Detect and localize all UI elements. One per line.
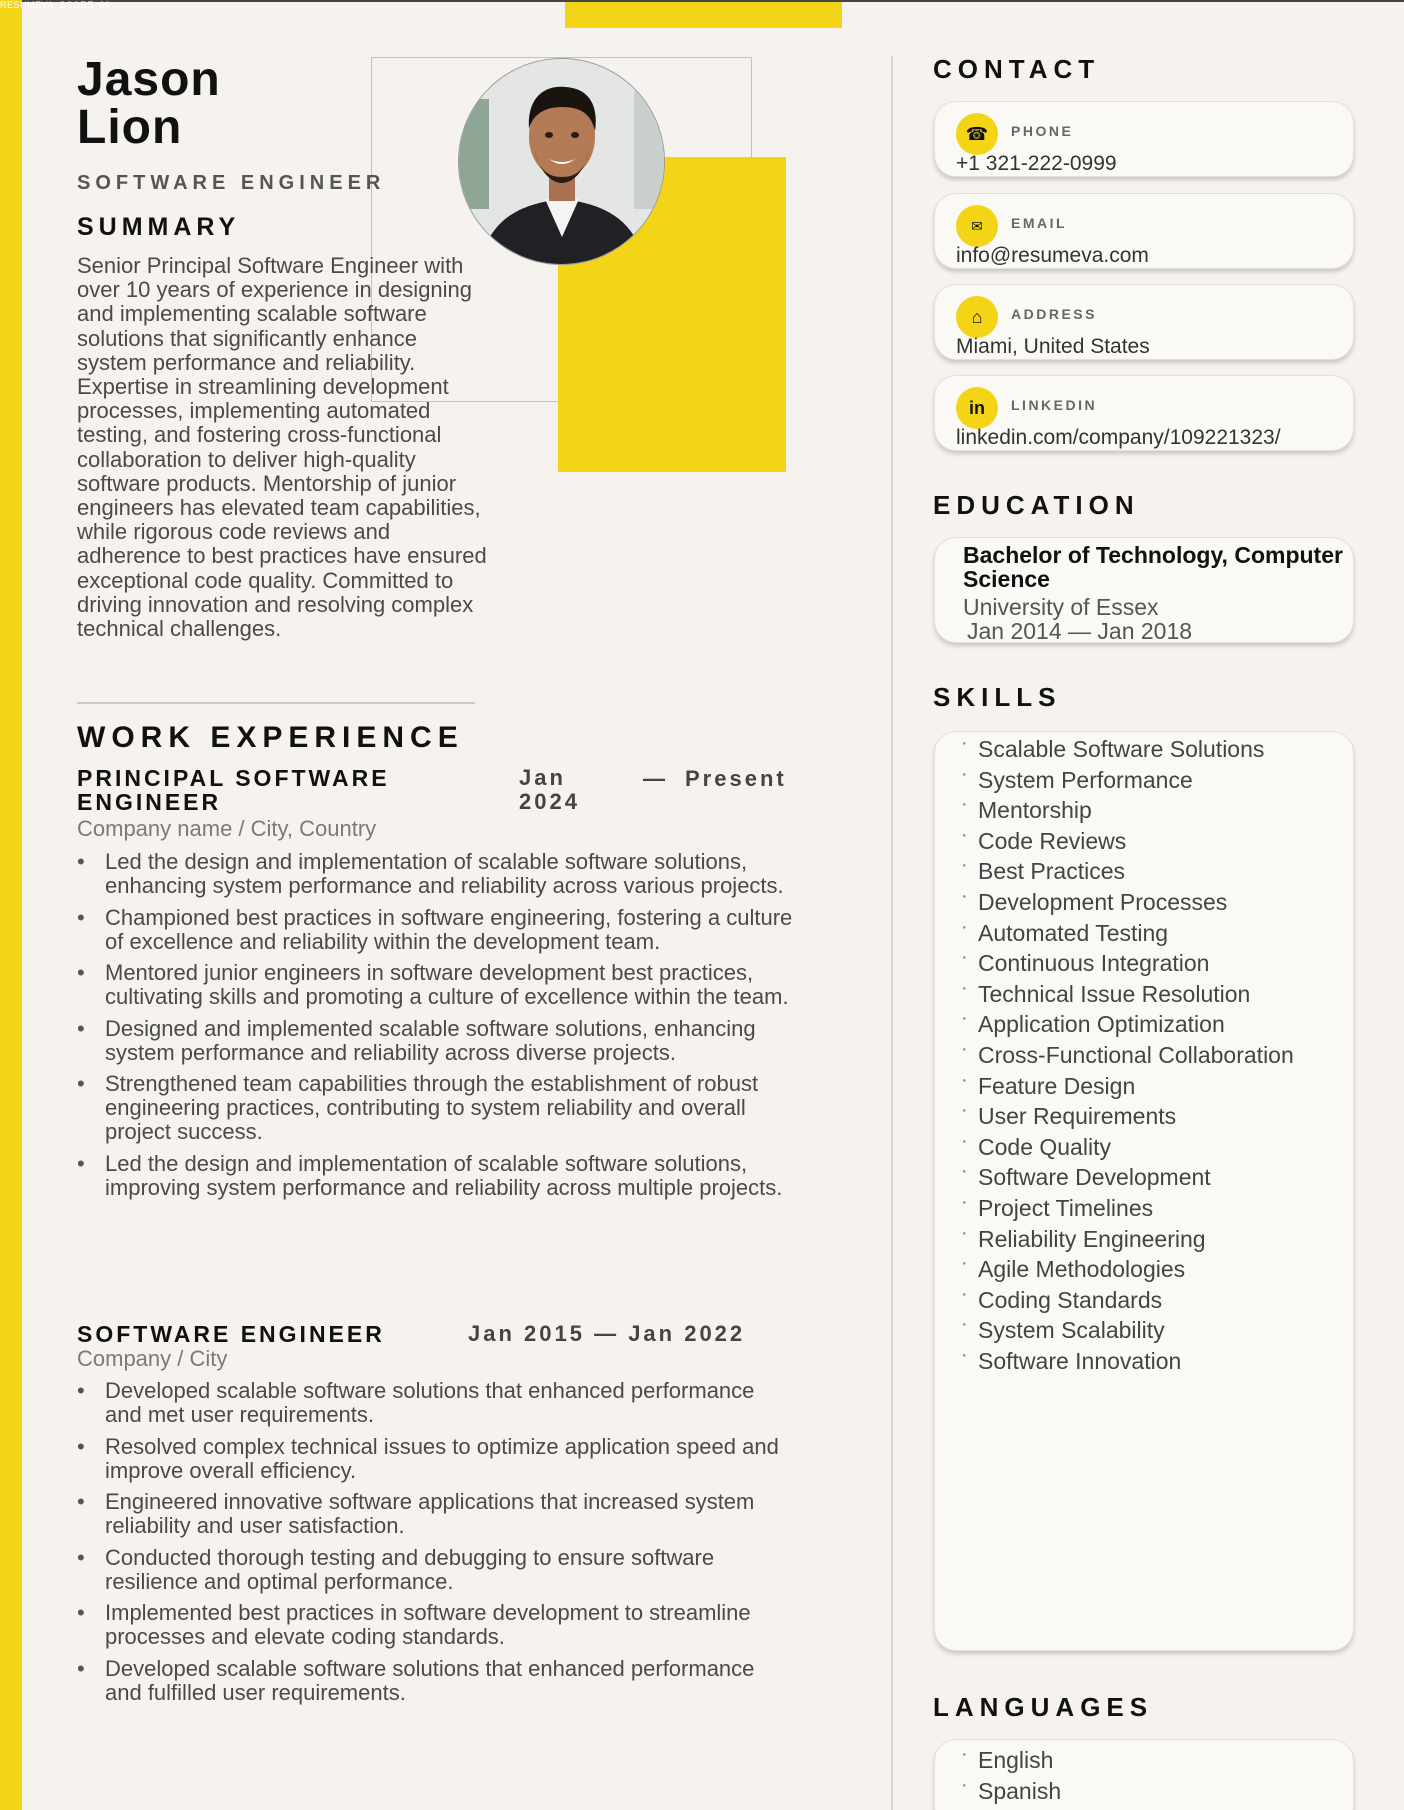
job-date-separator-1: — (643, 766, 665, 791)
summary-text: Senior Principal Software Engineer with over 10 years of experience in designing and implementing scalable software solutions that significantly enhance system performance and reliability. Expertise in streamlining development processes, implementing automated testing, and fostering cross-functional collaboration to deliver high-quality software products. Mentorship of junior engineers has elevated team capabilities, while rigorous code reviews and adherence to best practices have ensured exceptional code quality. Committed to driving innovation and resolving complex technical challenges. (77, 253, 487, 642)
job-bullet: • Mentored junior engineers in software development best practices, cultivating skills and promoting a culture of excellence within the team. (77, 961, 797, 1009)
contact-card-address (934, 284, 1354, 360)
skill-item: · Scalable Software Solutions (961, 737, 1341, 761)
education-card (934, 537, 1354, 643)
education-heading: EDUCATION (933, 490, 1140, 520)
skill-item: · User Requirements (961, 1104, 1341, 1128)
skill-item: · Cross-Functional Collaboration (961, 1043, 1341, 1067)
contact-card-phone (934, 101, 1354, 177)
job-bullet: • Led the design and implementation of scalable software solutions, improving system performance and reliability across multiple projects. (77, 1152, 797, 1200)
skill-item: · Mentorship (961, 798, 1341, 822)
skills-list (961, 737, 1341, 1379)
contact-label: ADDRESS (1011, 306, 1097, 322)
skill-item: · Technical Issue Resolution (961, 982, 1341, 1006)
job-bullet: • Developed scalable software solutions that enhanced performance and met user requirements. (77, 1379, 797, 1427)
skill-item: · Project Timelines (961, 1196, 1341, 1220)
contact-label: LINKEDIN (1011, 397, 1098, 413)
name-first: Jason (77, 53, 221, 106)
home-icon: ⌂ (956, 296, 998, 338)
skill-item: · Software Development (961, 1165, 1341, 1189)
job-company-2: Company / City (77, 1346, 228, 1371)
job-bullet: • Implemented best practices in software development to streamline processes and elevate coding standards. (77, 1601, 797, 1649)
skill-item: · System Performance (961, 768, 1341, 792)
job-end-date-1: Present (685, 766, 787, 791)
summary-divider (77, 702, 475, 704)
skill-item: · Feature Design (961, 1074, 1341, 1098)
job-bullet: • Designed and implemented scalable software solutions, enhancing system performance and reliability across diverse projects. (77, 1017, 797, 1065)
job-bullets-1 (77, 850, 797, 1207)
column-divider (891, 56, 893, 1810)
job-bullets-2 (77, 1379, 797, 1712)
job-bullet: • Resolved complex technical issues to optimize application speed and improve overall efficiency. (77, 1435, 797, 1483)
contact-card-email (934, 193, 1354, 269)
job-title-2: SOFTWARE ENGINEER (77, 1321, 385, 1347)
profile-photo (458, 58, 665, 265)
education-degree: Bachelor of Technology, Computer Science (963, 542, 1343, 592)
skill-item: · Software Innovation (961, 1349, 1341, 1373)
contact-heading: CONTACT (933, 54, 1101, 84)
skill-item: · Automated Testing (961, 921, 1341, 945)
address-value: Miami, United States (956, 335, 1150, 358)
name-last: Lion (77, 101, 183, 154)
skill-item: · Agile Methodologies (961, 1257, 1341, 1281)
email-icon: ✉ (956, 205, 998, 247)
job-dates-2: Jan 2015 — Jan 2022 (468, 1321, 746, 1346)
skill-item: · Coding Standards (961, 1288, 1341, 1312)
job-bullet: • Developed scalable software solutions that enhanced performance and fulfilled user requirements. (77, 1657, 797, 1705)
contact-label: PHONE (1011, 123, 1074, 139)
job-bullet: • Engineered innovative software applications that increased system reliability and user satisfaction. (77, 1490, 797, 1538)
phone-icon: ☎ (956, 113, 998, 155)
contact-label: EMAIL (1011, 215, 1068, 231)
skills-card (934, 731, 1354, 1651)
job-bullet: • Led the design and implementation of scalable software solutions, enhancing system performance and reliability across various projects. (77, 850, 797, 898)
skill-item: · Development Processes (961, 890, 1341, 914)
top-accent-block (565, 2, 842, 28)
education-school: University of Essex (963, 594, 1159, 620)
profile-photo-illustration (459, 59, 665, 265)
skill-item: · Code Reviews (961, 829, 1341, 853)
linkedin-icon: in (956, 387, 998, 429)
email-value[interactable]: info@resumeva.com (956, 244, 1149, 267)
languages-heading: LANGUAGES (933, 1692, 1154, 1722)
skill-item: · Reliability Engineering (961, 1227, 1341, 1251)
education-dates: Jan 2014 — Jan 2018 (967, 618, 1193, 644)
phone-value[interactable]: +1 321-222-0999 (956, 152, 1117, 175)
languages-card (934, 1739, 1354, 1810)
job-bullet: • Conducted thorough testing and debugging to ensure software resilience and optimal performance. (77, 1546, 797, 1594)
watermark-label: RESUMEVA_SCORE_00 (0, 0, 111, 10)
job-bullet: • Championed best practices in software engineering, fostering a culture of excellence and reliability within the development team. (77, 906, 797, 954)
job-bullet: • Strengthened team capabilities through the establishment of robust engineering practices, contributing to system reliability and overall project success. (77, 1072, 797, 1144)
language-item: · English (961, 1748, 1341, 1772)
skill-item: · Application Optimization (961, 1012, 1341, 1036)
skill-item: · System Scalability (961, 1318, 1341, 1342)
language-item: · Spanish (961, 1779, 1341, 1803)
job-title-1: PRINCIPAL SOFTWARE ENGINEER (77, 765, 390, 815)
candidate-name (77, 53, 221, 154)
summary-heading: SUMMARY (77, 213, 241, 241)
skill-item: · Code Quality (961, 1135, 1341, 1159)
languages-list (961, 1748, 1341, 1809)
contact-card-linkedin (934, 375, 1354, 451)
left-accent-stripe (0, 0, 22, 1810)
skill-item: · Continuous Integration (961, 951, 1341, 975)
job-company-1: Company name / City, Country (77, 816, 377, 841)
job-start-date-1: Jan 2024 (519, 765, 580, 814)
linkedin-value[interactable]: linkedin.com/company/109221323/ (956, 426, 1281, 449)
skills-heading: SKILLS (933, 682, 1062, 712)
skill-item: · Best Practices (961, 859, 1341, 883)
job-title: SOFTWARE ENGINEER (77, 172, 386, 194)
work-experience-heading: WORK EXPERIENCE (77, 721, 464, 754)
